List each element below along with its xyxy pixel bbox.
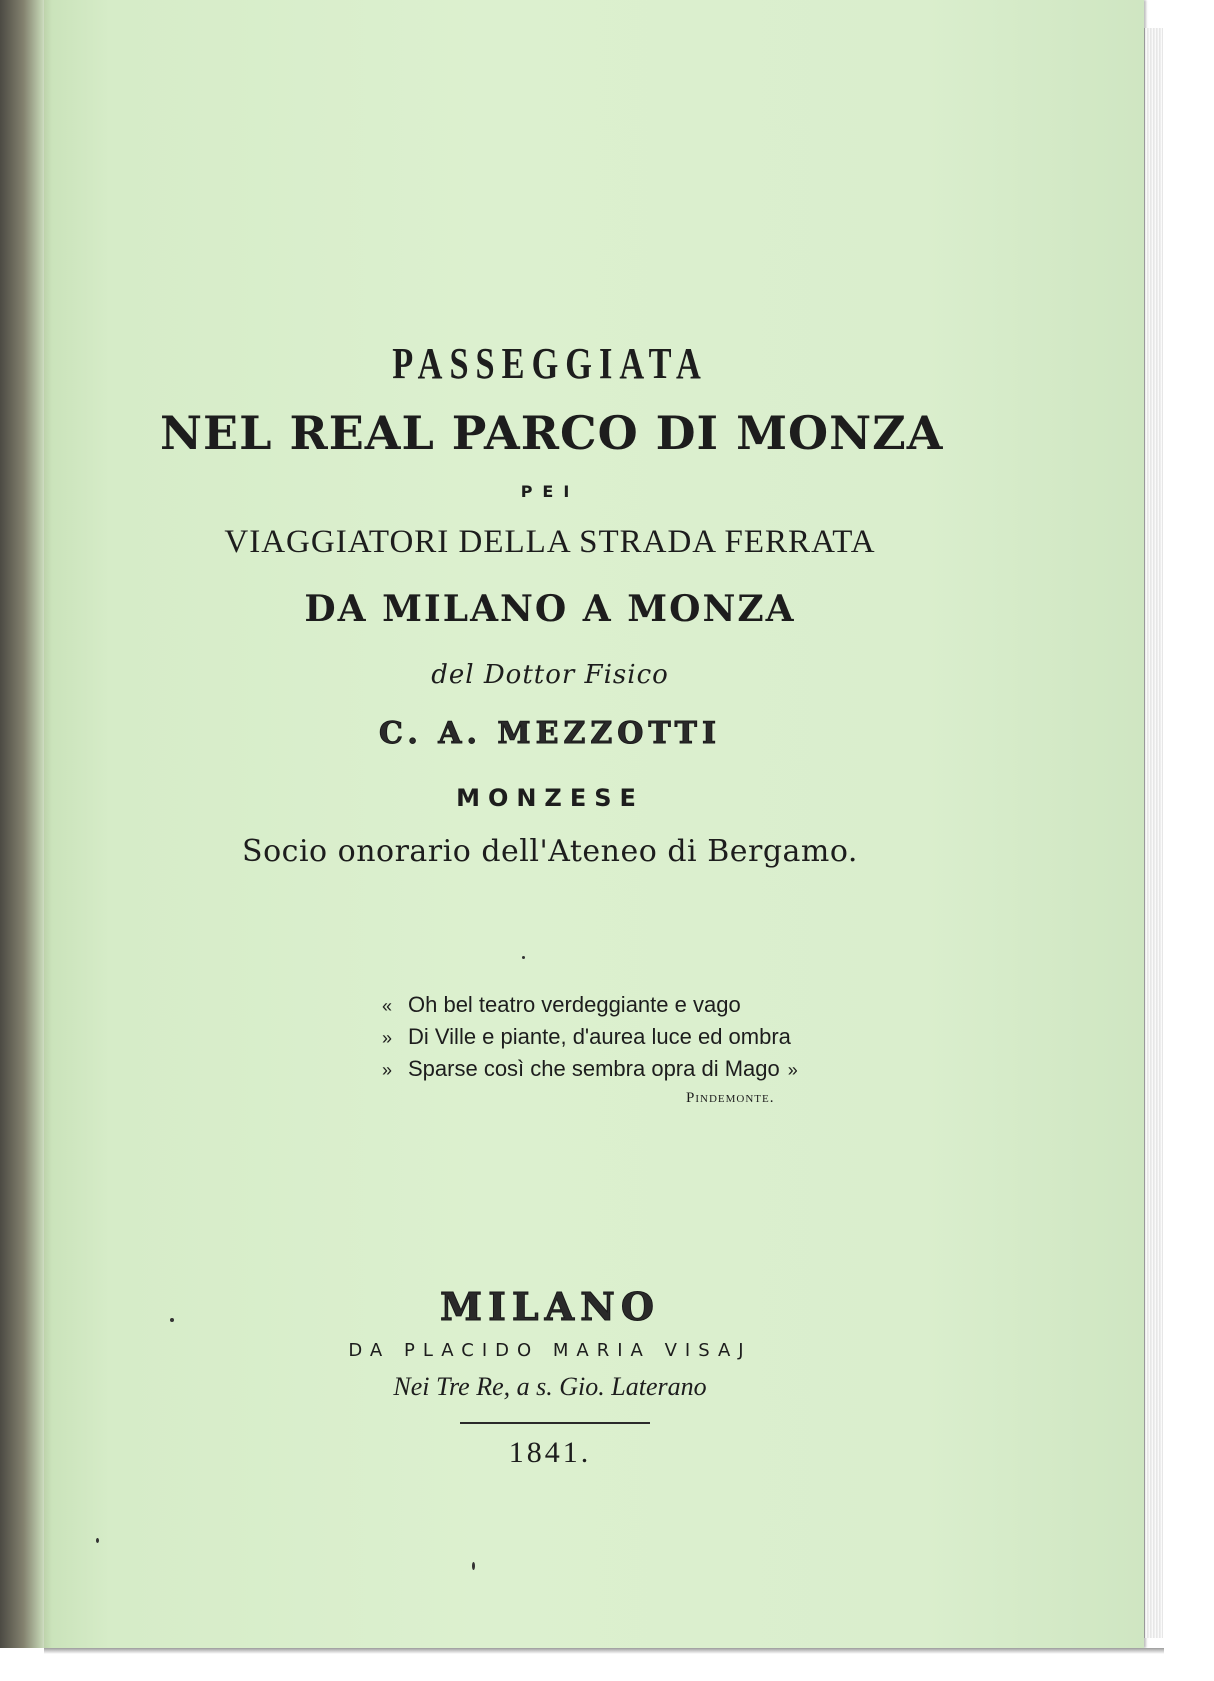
imprint-printer: DA PLACIDO MARIA VISAJ xyxy=(348,1340,752,1361)
epigraph-close-quote: » xyxy=(787,1060,798,1080)
imprint-city: MILANO xyxy=(440,1284,660,1329)
epigraph-author: Pindemonte. xyxy=(686,1090,775,1106)
epigraph-quote: « xyxy=(382,996,393,1016)
book-spine-shadow xyxy=(0,0,52,1648)
ink-speck xyxy=(170,1318,174,1322)
imprint-year: 1841. xyxy=(508,1436,592,1469)
title-line-passeggiata: PASSEGGIATA xyxy=(392,339,708,388)
epigraph-quote: » xyxy=(382,1028,393,1048)
imprint-address: Nei Tre Re, a s. Gio. Laterano xyxy=(393,1372,707,1401)
ink-speck xyxy=(96,1538,99,1543)
title-line-milano-monza: DA MILANO A MONZA xyxy=(304,588,796,630)
author-affiliation: Socio onorario dell'Ateneo di Bergamo. xyxy=(242,834,858,869)
ink-speck xyxy=(522,956,525,959)
author-prefix: del Dottor Fisico xyxy=(431,660,669,690)
title-line-pei: PEI xyxy=(520,482,580,501)
epigraph-line xyxy=(382,1056,798,1082)
epigraph-text: Oh bel teatro verdeggiante e vago xyxy=(408,992,741,1017)
author-name: C. A. MEZZOTTI xyxy=(378,716,722,751)
epigraph-line xyxy=(382,992,741,1018)
epigraph-text: Di Ville e piante, d'aurea luce ed ombra xyxy=(408,1024,791,1049)
title-line-viaggiatori: VIAGGIATORI DELLA STRADA FERRATA xyxy=(224,524,876,560)
epigraph-text: Sparse così che sembra opra di Mago xyxy=(408,1056,780,1081)
page-edges xyxy=(1144,28,1163,1638)
epigraph-quote: » xyxy=(382,1060,393,1080)
epigraph-line xyxy=(382,1024,791,1050)
ink-speck xyxy=(472,1562,475,1570)
imprint-rule xyxy=(460,1422,650,1424)
title-line-parco: NEL REAL PARCO DI MONZA xyxy=(160,406,944,460)
page-bottom-shadow xyxy=(44,1648,1164,1654)
author-origin: MONZESE xyxy=(456,784,644,812)
